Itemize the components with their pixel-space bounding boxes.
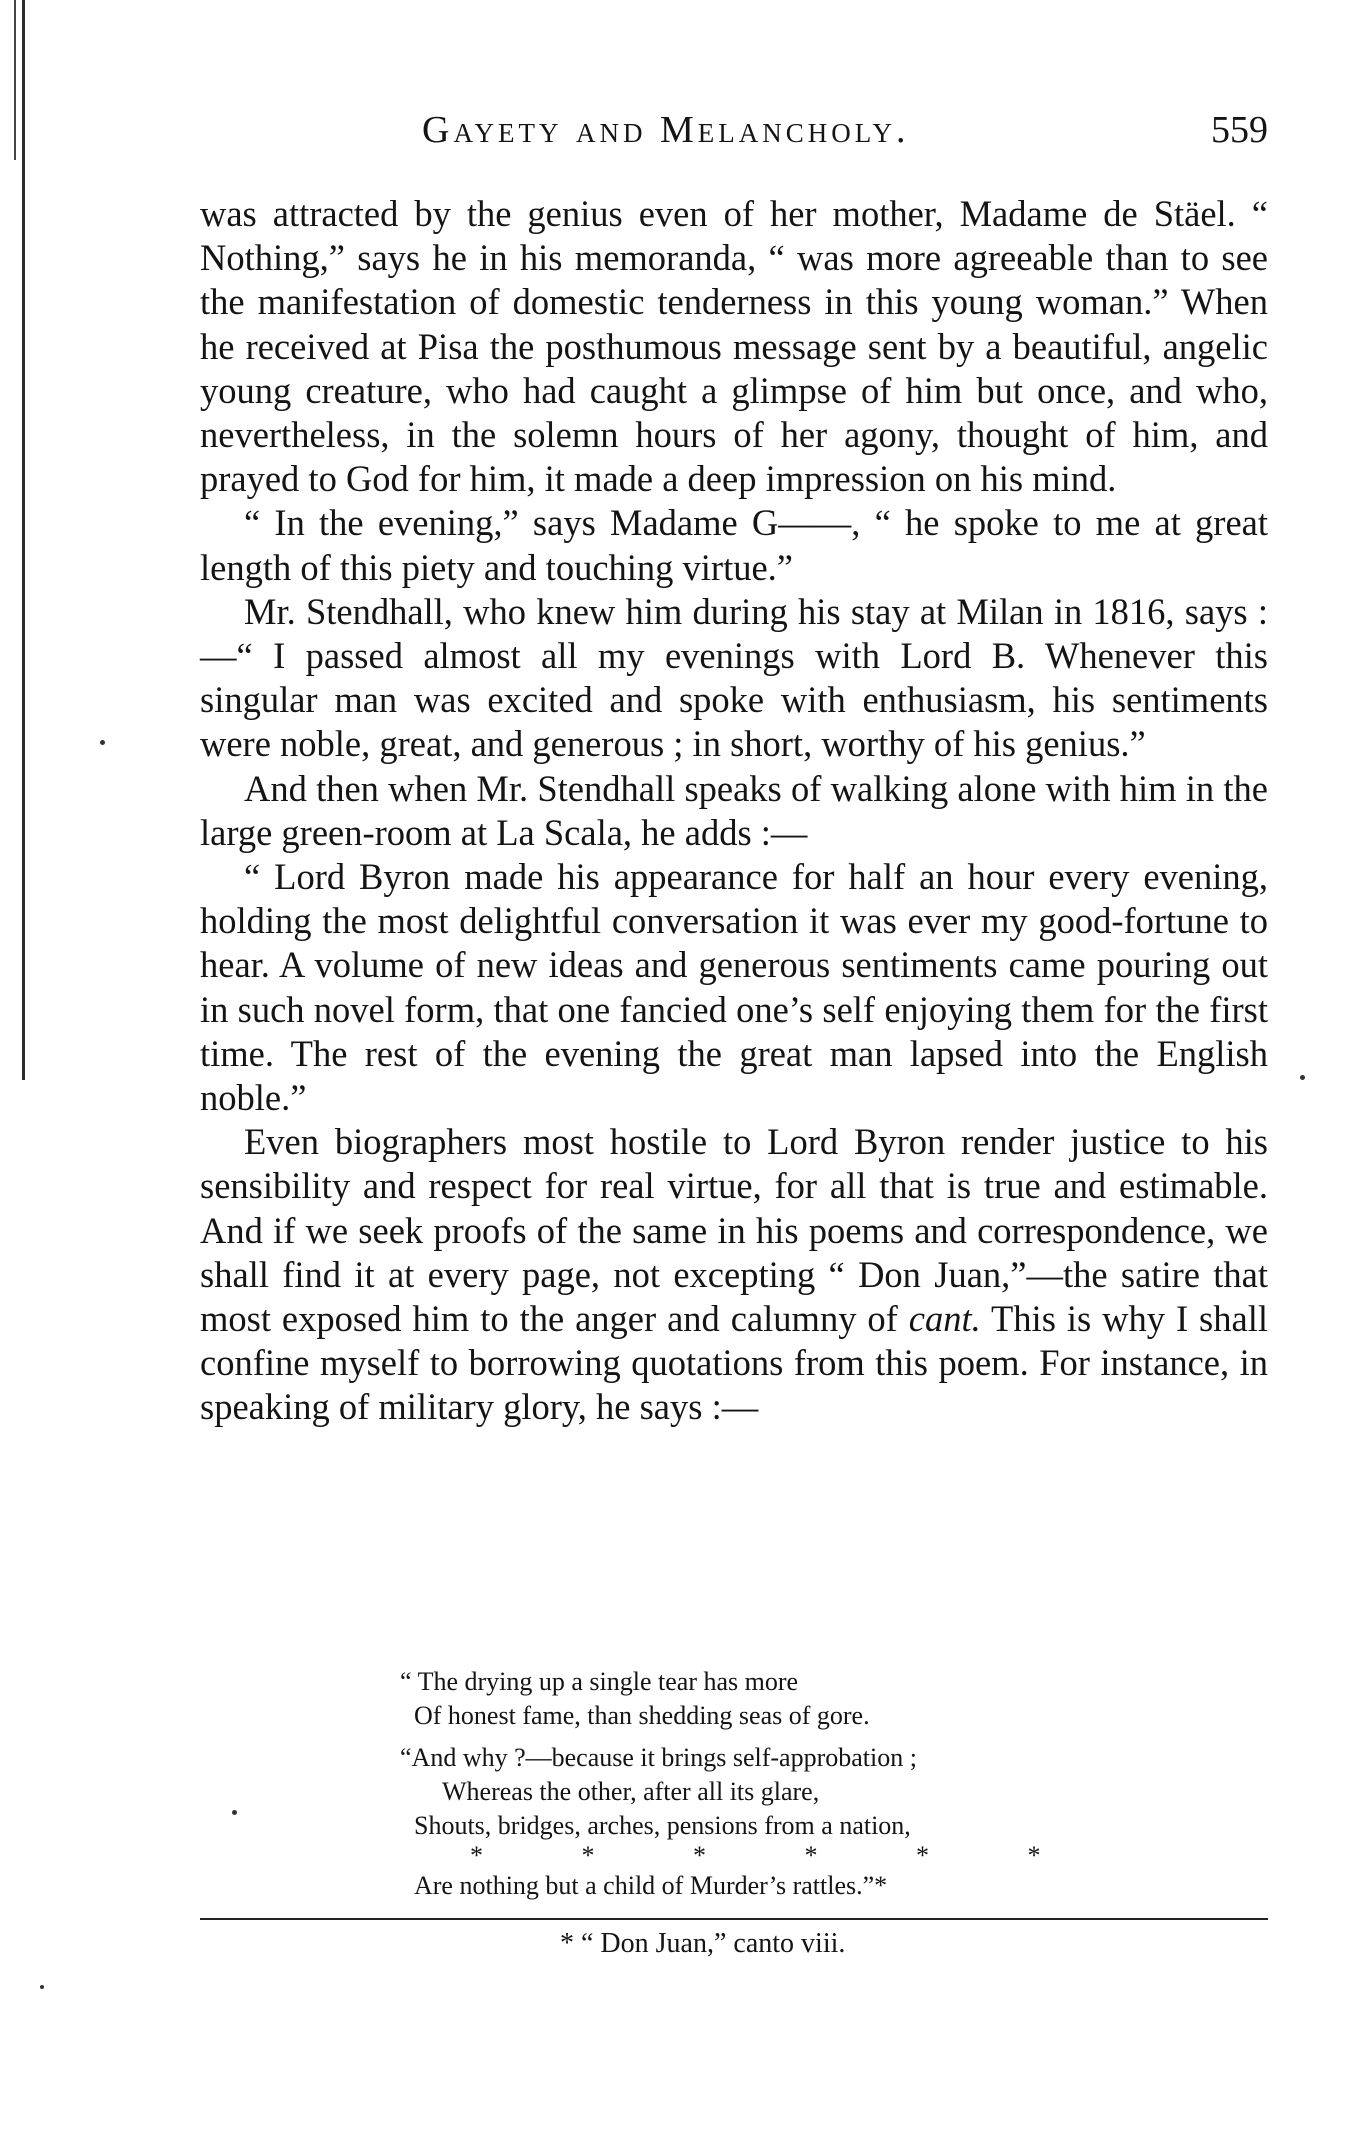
running-head (200, 108, 1268, 168)
binding-edge-line (22, 0, 25, 1080)
paragraph-byron-conversation: “ Lord Byron made his appearance for half an hour every evening, holding the most delightful conversation it was ever my good-fortune to hear. A volume of new ideas and generous sentiments came pouring out in such novel form, that one fancied one’s self enjoying them for the first time. The rest of the evening the great man lapsed into the English noble.” (200, 856, 1268, 1119)
footnote-rule (200, 1918, 1268, 1920)
paragraph-biographers (200, 1120, 1268, 1429)
page-speck (232, 1810, 237, 1815)
verse-line: “And why ?—because it brings self-approbation ; (400, 1743, 917, 1772)
ellipsis-stars: * * * * * * (470, 1841, 1087, 1870)
paragraph-biographers-text-end: This is why I shall confine myself to borrowing quotations from this poem. For instance, in speaking of military glory, he says :— (200, 1298, 1268, 1428)
page-speck (100, 740, 105, 745)
verse-stanza (400, 1741, 1100, 1903)
paragraph-biographers-text: Even biographers most hostile to Lord Byron render justice to his sensibility and respect for real virtue, for all that is true and estimable. And if we seek proofs of the same in his poems and correspondence, we shall find it at every page, not excepting “ Don Juan,”—the satire that most exposed him to the anger and calumny of (200, 1121, 1268, 1340)
footnote: * “ Don Juan,” canto viii. (560, 1928, 846, 1959)
paragraph-stendhall-milan: Mr. Stendhall, who knew him during his stay at Milan in 1816, says :—“ I passed almost all my evenings with Lord B. Whenever this singular man was excited and spoke with enthusiasm, his sentiments were noble, great, and generous ; in short, worthy of his genius.” (200, 590, 1268, 765)
paragraph-madame-g: “ In the evening,” says Madame G——, “ he spoke to me at great length of this piety and touching virtue.” (200, 502, 1268, 588)
verse-line: “ The drying up a single tear has more (400, 1667, 799, 1696)
paragraph-continued: was attracted by the genius even of her mother, Madame de Stäel. “ Nothing,” says he in his memoranda, “ was more agreeable than to see the manifestation of domestic tenderness in this young woman.” When he received at Pisa the posthumous message sent by a beautiful, angelic young creature, who had caught a glimpse of him but once, and who, nevertheless, in the solemn hours of her agony, thought of him, and prayed to God for him, it made a deep impression on his mind. (200, 193, 1268, 500)
page-speck (1300, 1075, 1305, 1080)
page-speck (40, 1985, 44, 1989)
verse-stanza (400, 1665, 1100, 1733)
running-head-title: Gayety and Melancholy. (422, 109, 910, 151)
verse-line: Whereas the other, after all its glare, (442, 1777, 820, 1806)
paragraph-la-scala: And then when Mr. Stendhall speaks of walking alone with him in the large green-room at La Scala, he adds :— (200, 767, 1268, 853)
verse-line: Shouts, bridges, arches, pensions from a nation, (414, 1811, 911, 1840)
verse-quotation (400, 1665, 1100, 1911)
binding-edge-line-secondary (14, 0, 16, 160)
body-text (200, 192, 1268, 1430)
page-number: 559 (1211, 109, 1268, 151)
emphasis-cant: cant. (908, 1298, 981, 1340)
verse-line: Of honest fame, than shedding seas of gore. (414, 1701, 870, 1730)
verse-line: Are nothing but a child of Murder’s rattles.”* (414, 1871, 888, 1900)
